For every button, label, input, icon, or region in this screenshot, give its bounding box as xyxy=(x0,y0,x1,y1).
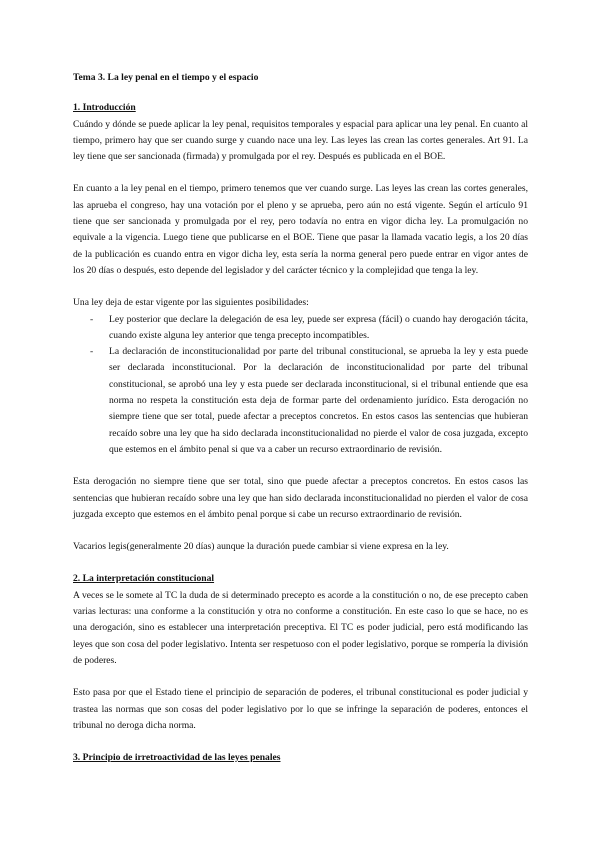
section-heading-irretroactividad: 3. Principio de irretroactividad de las leyes penales xyxy=(73,752,281,764)
paragraph: Una ley deja de estar vigente por las siguientes posibilidades: xyxy=(73,297,309,309)
paragraph: Esta derogación no siempre tiene que ser total, sino que puede afectar a preceptos concretos. En estos casos las sentencias que hubieran recaído sobre una ley que han sido declarada inconstitucionalidad no pierden el valor de cosa juzgada excepto que estemos en el ámbito penal porque si cabe un recurso extraordinario de revisión. xyxy=(73,476,528,520)
paragraph: A veces se le somete al TC la duda de si determinado precepto es acorde a la constitución o no, de ese precepto caben varias lecturas: una conforme a la constitución y otra no conforme a constitución. En este caso lo que se hace, no es una derogación, sino es establecer una interpretación preceptiva. El TC es poder judicial, pero está modificando las leyes que son cosa del poder legislativo. Intenta ser respetuoso con el poder legislativo, porque se rompería la división de poderes. xyxy=(73,589,528,666)
paragraph: Vacarios legis(generalmente 20 días) aunque la duración puede cambiar si viene expresa en la ley. xyxy=(73,541,449,553)
section-heading-introduccion: 1. Introducción xyxy=(73,102,136,114)
paragraph: En cuanto a la ley penal en el tiempo, primero tenemos que ver cuando surge. Las leyes las crean las cortes generales, las aprueba el congreso, hay una votación por el pleno y se aprueba, pero aún no está vigente. Según el artículo 91 tiene que ser sancionada y promulgada por el rey, pero todavía no entra en vigor dicha ley. La promulgación no equivale a la vigencia. Luego tiene que publicarse en el BOE. Tiene que pasar la llamada vacatio legis, a los 20 días de la publicación es cuando entra en vigor dicha ley, esta sería la norma general pero puede entrar en vigor antes de los 20 días o después, esto depende del legislador y del carácter técnico y la complejidad que tenga la ley. xyxy=(73,183,528,276)
bullet-list xyxy=(73,312,528,459)
paragraph: Cuándo y dónde se puede aplicar la ley penal, requisitos temporales y espacial para aplicar una ley penal. En cuanto al tiempo, primero hay que ser cuando surge y cuando nace una ley. Las leyes las crean las cortes generales. Art 91. La ley tiene que ser sancionada (firmada) y promulgada por el rey. Después es publicada en el BOE. xyxy=(73,118,528,163)
list-item: - Ley posterior que declare la delegación de esa ley, puede ser expresa (fácil) o cuando hay derogación tácita, cuando existe alguna ley anterior que tenga precepto incompatibles. xyxy=(73,312,528,345)
section-heading-interpretacion: 2. La interpretación constitucional xyxy=(73,573,215,585)
paragraph: Esto pasa por que el Estado tiene el principio de separación de poderes, el tribunal constitucional es poder judicial y trastea las normas que son cosas del poder legislativo por lo que se infringe la separación de poderes, entonces el tribunal no deroga dicha norma. xyxy=(73,687,528,731)
document-title: Tema 3. La ley penal en el tiempo y el espacio xyxy=(73,72,259,83)
list-item: - La declaración de inconstitucionalidad por parte del tribunal constitucional, se aprueba la ley y esta puede ser declarada inconstitucional. Por la declaración de inconstitucionalidad por parte del tribunal constitucional, se aprobó una ley y esta puede ser declarada inconstitucional, si el tribunal entiende que esa norma no respeta la constitución esta deja de formar parte del ordenamiento jurídico. Esta derogación no siempre tiene que ser total, puede afectar a preceptos concretos. En estos casos las sentencias que hubieran recaído sobre una ley que ha sido declarada inconstitucionalidad no pierde el valor de cosa juzgada, excepto que estemos en el ámbito penal si que va a caber un recurso extraordinario de revisión. xyxy=(73,344,528,458)
